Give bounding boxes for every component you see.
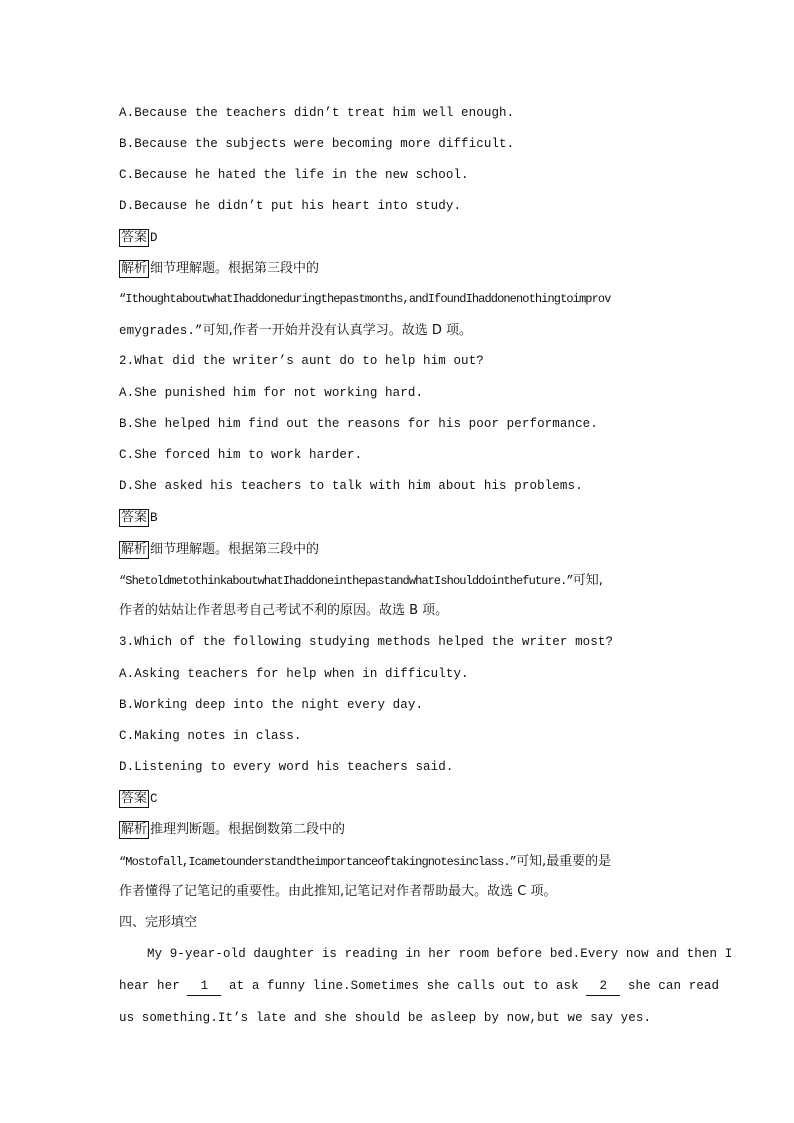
q2-option-a: A.She punished him for not working hard. <box>119 386 424 400</box>
passage-text: she can read <box>627 979 720 993</box>
answer-tag: 答案 <box>121 230 148 245</box>
analysis-tag: 解析 <box>121 542 148 557</box>
answer-letter: B <box>150 511 158 525</box>
analysis-conclusion: 可知,作者一开始并没有认真学习。故选 D 项。 <box>202 323 473 338</box>
q3-analysis-quote-line <box>119 852 679 870</box>
q1-option-a: A.Because the teachers didn’t treat him well enough. <box>119 106 515 120</box>
q1-analysis-quote: “IthoughtaboutwhatIhaddoneduringthepastmonths,andIfoundIhaddonenothingtoimprov <box>119 292 611 306</box>
q3-analysis <box>119 820 679 838</box>
q1-option-d: D.Because he didn’t put his heart into study. <box>119 199 462 213</box>
q2-option-d: D.She asked his teachers to talk with him about his problems. <box>119 479 583 493</box>
q1-analysis <box>119 259 679 277</box>
q3-option-d: D.Listening to every word his teachers said. <box>119 760 454 774</box>
answer-tag: 答案 <box>121 791 148 806</box>
passage-text: hear her <box>119 979 180 993</box>
analysis-tag: 解析 <box>121 261 148 276</box>
analysis-quote-end: emygrades.” <box>119 324 203 338</box>
q1-answer <box>119 228 679 246</box>
blank-1: 1 <box>187 977 221 996</box>
q2-analysis-quote-line <box>119 571 679 589</box>
q2-analysis-conclusion: 作者的姑姑让作者思考自己考试不利的原因。故选 B 项。 <box>119 603 449 618</box>
q3-question: 3.Which of the following studying methods helped the writer most? <box>119 635 614 649</box>
analysis-tag: 解析 <box>121 822 148 837</box>
analysis-lead: 细节理解题。根据第三段中的 <box>150 542 320 557</box>
q2-option-c: C.She forced him to work harder. <box>119 448 363 462</box>
answer-tag: 答案 <box>121 510 148 525</box>
analysis-lead: 细节理解题。根据第三段中的 <box>150 261 320 276</box>
blank-2: 2 <box>586 977 620 996</box>
passage-text: at a funny line.Sometimes she calls out to ask <box>229 979 579 993</box>
q3-answer <box>119 789 679 807</box>
section-heading: 四、完形填空 <box>119 915 198 930</box>
passage-line-3: us something.It’s late and she should be asleep by now,but we say yes. <box>119 1011 652 1025</box>
analysis-quote: “Mostofall,Icametounderstandtheimportanceoftakingnotesinclass.” <box>119 855 516 869</box>
analysis-lead: 推理判断题。根据倒数第二段中的 <box>150 822 346 837</box>
analysis-quote-suffix: 可知,最重要的是 <box>515 854 612 869</box>
q2-option-b: B.She helped him find out the reasons for his poor performance. <box>119 417 598 431</box>
answer-letter: C <box>150 792 158 806</box>
q1-option-b: B.Because the subjects were becoming more difficult. <box>119 137 515 151</box>
q3-option-c: C.Making notes in class. <box>119 729 302 743</box>
passage-line-1: My 9-year-old daughter is reading in her room before bed.Every now and then I <box>147 947 733 961</box>
q2-answer <box>119 508 679 526</box>
passage-line-2 <box>119 977 720 995</box>
q3-option-a: A.Asking teachers for help when in difficulty. <box>119 667 469 681</box>
q3-option-b: B.Working deep into the night every day. <box>119 698 424 712</box>
q2-question: 2.What did the writer’s aunt do to help him out? <box>119 354 484 368</box>
q2-analysis <box>119 540 679 558</box>
q3-analysis-conclusion: 作者懂得了记笔记的重要性。由此推知,记笔记对作者帮助最大。故选 C 项。 <box>119 884 557 899</box>
analysis-quote: “ShetoldmetothinkaboutwhatIhaddoneinthepastandwhatIshoulddointhefuture.” <box>119 574 573 588</box>
q1-analysis-tail <box>119 321 679 339</box>
q1-option-c: C.Because he hated the life in the new school. <box>119 168 469 182</box>
analysis-quote-suffix: 可知, <box>572 573 603 588</box>
answer-letter: D <box>150 231 158 245</box>
